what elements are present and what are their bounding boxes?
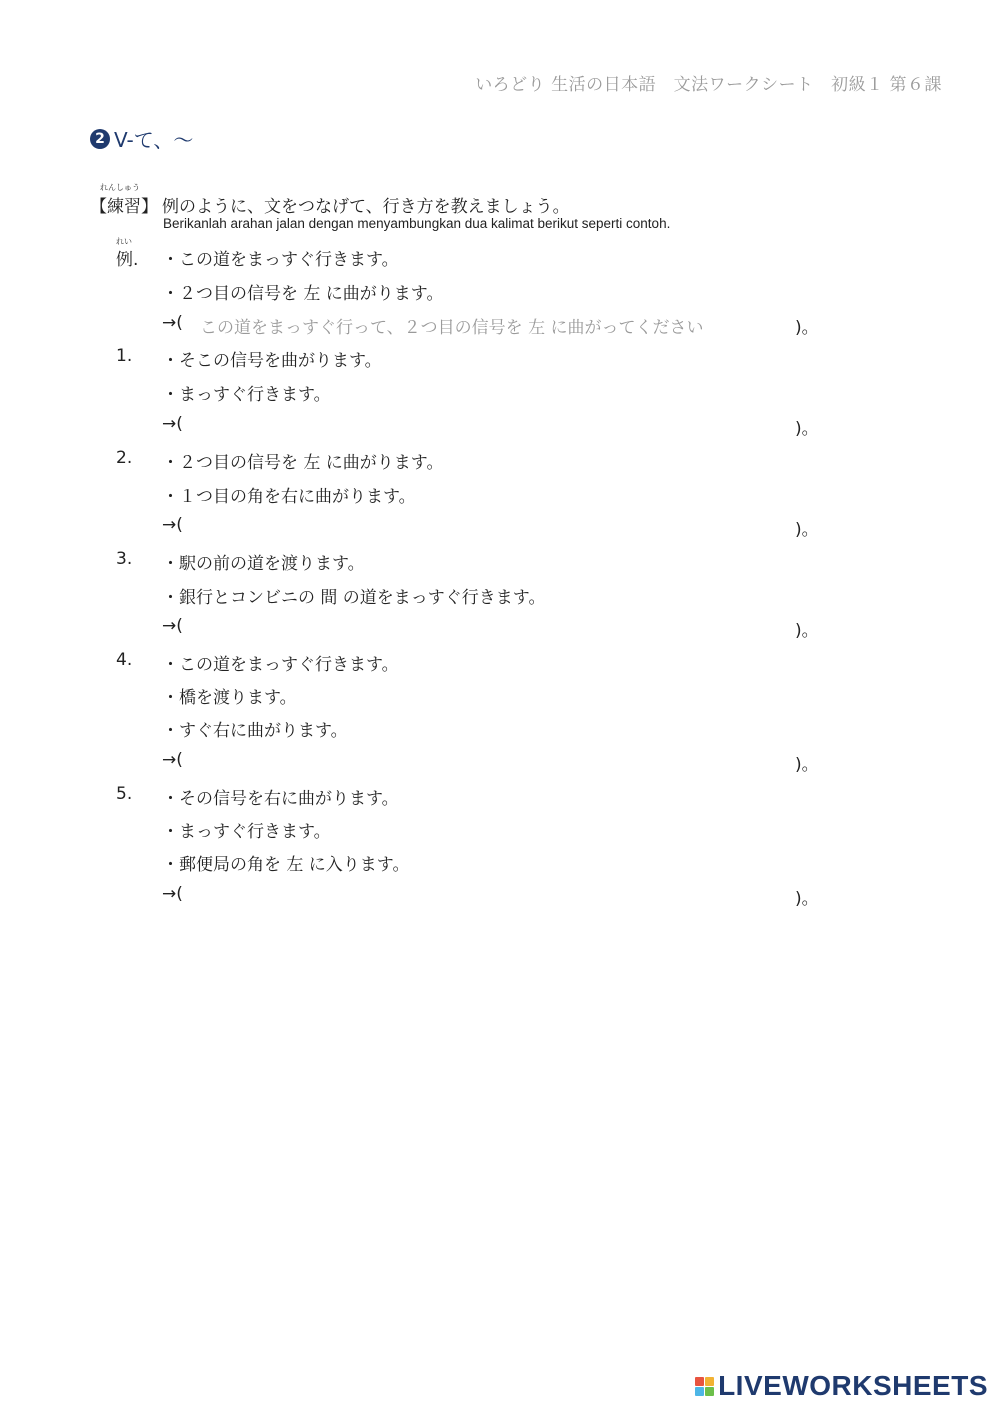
answer-input-1[interactable] — [190, 411, 794, 439]
question-line: ・駅の前の道を渡ります。 — [162, 554, 365, 574]
practice-label: れんしゅう 【練習】 — [90, 183, 158, 217]
answer-open: →( — [162, 414, 183, 434]
question-line: ・２つ目の信号を 左 に曲がります。 — [162, 453, 444, 473]
question-line: ・そこの信号を曲がります。 — [162, 351, 382, 371]
question-number: 1. — [116, 346, 133, 366]
instruction-japanese: 例のように、文をつなげて、行き方を教えましょう。 — [162, 197, 570, 217]
answer-close: )。 — [795, 621, 819, 641]
answer-close: )。 — [795, 755, 819, 775]
liveworksheets-logo[interactable] — [695, 1370, 988, 1402]
example-answer: この道をまっすぐ行って、２つ目の信号を 左 に曲がってください — [200, 318, 704, 338]
worksheet-header: いろどり 生活の日本語 文法ワークシート 初級１ 第６課 — [475, 75, 942, 95]
question-line: ・まっすぐ行きます。 — [162, 822, 331, 842]
question-line: ・その信号を右に曲がります。 — [162, 789, 399, 809]
practice-label-ruby: れんしゅう — [100, 183, 140, 192]
question-number: 3. — [116, 549, 133, 569]
question-line: ・この道をまっすぐ行きます。 — [162, 655, 399, 675]
answer-close: )。 — [795, 520, 819, 540]
example-label-ruby: れい — [116, 237, 132, 246]
answer-input-4[interactable] — [190, 747, 794, 775]
logo-block-icon — [695, 1377, 704, 1386]
example-line-1: ・この道をまっすぐ行きます。 — [162, 250, 399, 270]
section-number-badge: 2 — [90, 129, 110, 149]
answer-input-5[interactable] — [190, 881, 794, 909]
answer-close: )。 — [795, 419, 819, 439]
example-answer-open: →( — [162, 313, 183, 333]
answer-input-2[interactable] — [190, 512, 794, 540]
question-line: ・まっすぐ行きます。 — [162, 385, 331, 405]
example-answer-close: )。 — [795, 318, 819, 338]
logo-block-icon — [705, 1377, 714, 1386]
logo-icon — [695, 1377, 714, 1396]
logo-text: LIVEWORKSHEETS — [718, 1370, 988, 1401]
question-line: ・橋を渡ります。 — [162, 688, 297, 708]
answer-open: →( — [162, 515, 183, 535]
answer-open: →( — [162, 884, 183, 904]
answer-input-3[interactable] — [190, 613, 794, 641]
answer-open: →( — [162, 750, 183, 770]
question-line: ・すぐ右に曲がります。 — [162, 721, 348, 741]
question-number: 5. — [116, 784, 133, 804]
section-title-text: V-て、～ — [114, 128, 194, 152]
answer-open: →( — [162, 616, 183, 636]
section-title — [90, 124, 193, 153]
logo-block-icon — [695, 1387, 704, 1396]
question-number: 4. — [116, 650, 133, 670]
example-line-2: ・２つ目の信号を 左 に曲がります。 — [162, 284, 444, 304]
instruction-indonesian: Berikanlah arahan jalan dengan menyambungkan dua kalimat berikut seperti contoh. — [163, 216, 671, 231]
question-line: ・郵便局の角を 左 に入ります。 — [162, 855, 410, 875]
question-line: ・１つ目の角を右に曲がります。 — [162, 487, 416, 507]
answer-close: )。 — [795, 889, 819, 909]
question-line: ・銀行とコンビニの 間 の道をまっすぐ行きます。 — [162, 588, 546, 608]
logo-block-icon — [705, 1387, 714, 1396]
question-number: 2. — [116, 448, 133, 468]
example-label: れい 例. — [116, 237, 139, 270]
